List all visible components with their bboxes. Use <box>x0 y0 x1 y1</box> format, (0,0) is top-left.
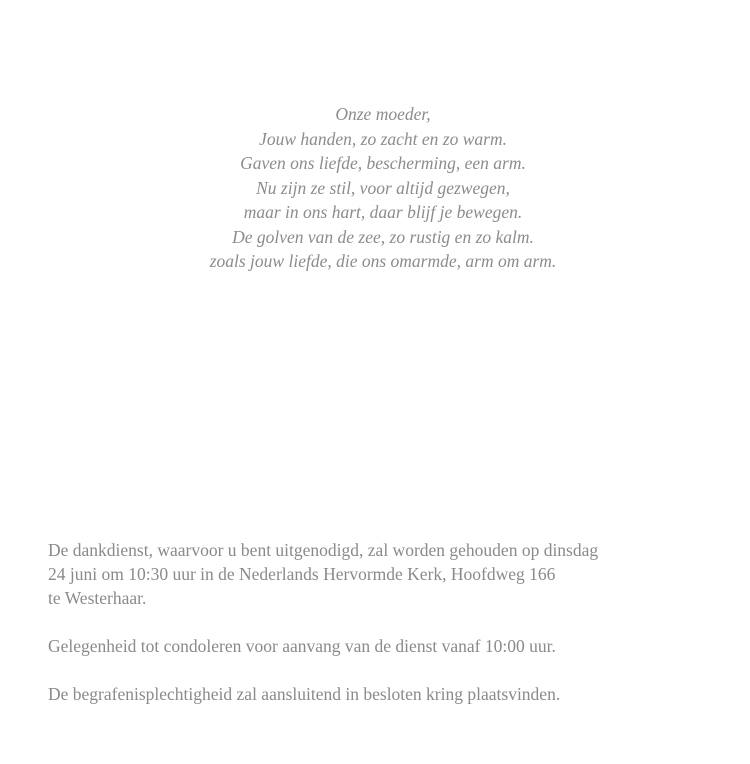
poem-line: zoals jouw liefde, die ons omarmde, arm om arm. <box>209 251 557 271</box>
condolence-line: Gelegenheid tot condoleren voor aanvang van de dienst vanaf 10:00 uur. <box>48 636 556 656</box>
poem-line: Nu zijn ze stil, voor altijd gezwegen, <box>256 177 510 198</box>
poem-line: Onze moeder, <box>335 104 431 124</box>
burial-line: De begrafenisplechtigheid zal aansluitend in besloten kring plaatsvinden. <box>48 684 561 704</box>
burial-paragraph <box>48 682 728 706</box>
service-line: De dankdienst, waarvoor u bent uitgenodigd, zal worden gehouden op dinsdag <box>48 540 599 560</box>
poem <box>0 102 750 274</box>
condolence-paragraph <box>48 634 728 658</box>
service-paragraph <box>48 538 728 610</box>
service-line: te Westerhaar. <box>48 588 147 608</box>
poem-line: maar in ons hart, daar blijf je bewegen. <box>243 202 523 222</box>
poem-line: De golven van de zee, zo rustig en zo kalm. <box>232 226 534 247</box>
poem-line: Gaven ons liefde, bescherming, een arm. <box>240 153 526 173</box>
announcement <box>48 538 728 730</box>
service-line: 24 juni om 10:30 uur in de Nederlands Hervormde Kerk, Hoofdweg 166 <box>48 564 556 584</box>
poem-line: Jouw handen, zo zacht en zo warm. <box>259 128 507 149</box>
